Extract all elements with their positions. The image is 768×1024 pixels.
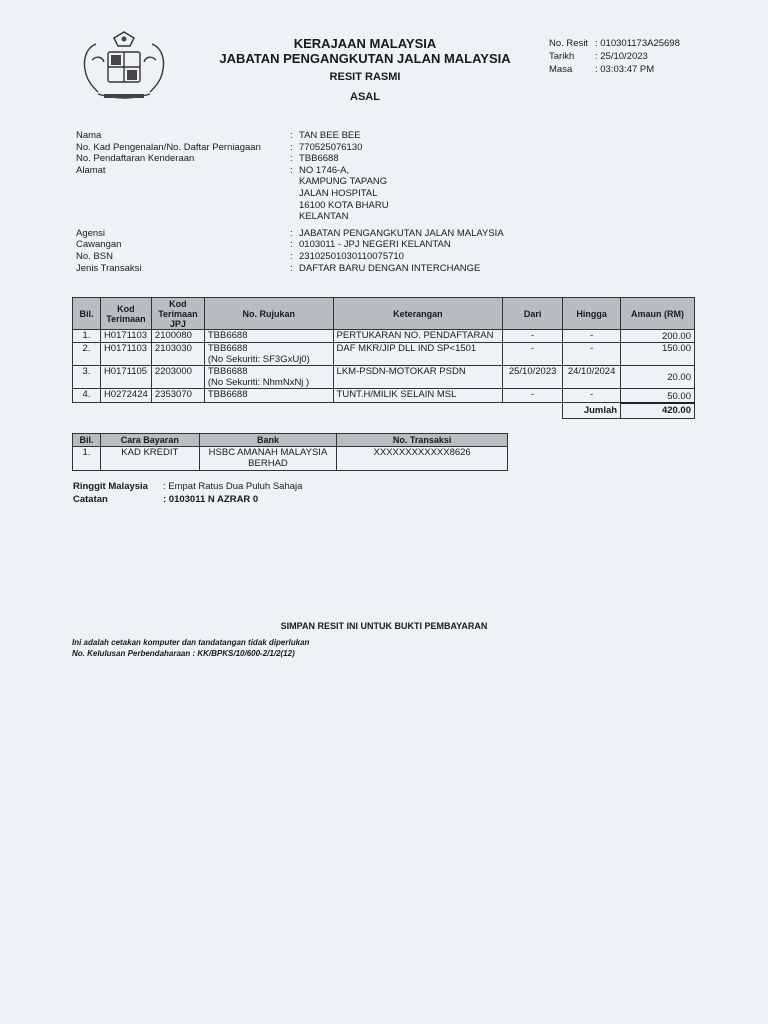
meta-label: Masa — [549, 64, 573, 75]
cell-amaun: 20.00 — [621, 366, 695, 389]
rujukan-text: TBB6688 — [207, 389, 248, 400]
header-receipt-type: RESIT RASMI — [329, 71, 401, 83]
colon: : — [290, 130, 293, 141]
vehicle-value: TBB6688 — [299, 153, 339, 165]
transaction-type-label: Jenis Transaksi — [76, 262, 142, 274]
cell-hingga: 24/10/2024 — [563, 366, 621, 389]
col-header: Dari — [503, 298, 563, 330]
cell-kod: H0171103 — [100, 343, 151, 366]
security-number: (No Sekuriti: NhmNxNj ) — [207, 377, 310, 388]
table-row — [73, 447, 508, 471]
cell-kodjpj: 2100080 — [151, 330, 204, 343]
cell-payment-method: KAD KREDIT — [100, 447, 199, 471]
address-line: KAMPUNG TAPANG — [299, 176, 388, 188]
colon: : — [290, 153, 293, 165]
vehicle-label: No. Pendaftaran Kenderaan — [76, 153, 195, 165]
bsn-value: 23102501030110075710 — [299, 250, 404, 262]
col-header: Amaun (RM) — [621, 298, 695, 330]
branch-value: 0103011 - JPJ NEGERI KELANTAN — [299, 239, 451, 251]
cell-bil: 1. — [73, 447, 101, 471]
col-header: Hingga — [563, 298, 621, 330]
cell-kod: H0272424 — [100, 389, 151, 403]
cell-hingga: - — [563, 343, 621, 366]
cell-hingga: - — [563, 330, 621, 343]
computer-print-note: Ini adalah cetakan komputer dan tandatangan tidak diperlukan — [72, 638, 310, 647]
colon: : — [290, 250, 293, 262]
address-line: 16100 KOTA BHARU — [299, 199, 389, 211]
ic-value: 770525076130 — [299, 141, 363, 153]
meta-label: Tarikh — [549, 51, 575, 62]
colon: : — [290, 239, 293, 251]
header-department: JABATAN PENGANGKUTAN JALAN MALAYSIA — [219, 51, 511, 66]
col-header: Bil. — [73, 434, 101, 447]
fees-table — [72, 297, 695, 419]
table-row — [73, 330, 695, 343]
cell-kodjpj: 2103030 — [151, 343, 204, 366]
keep-receipt-notice: SIMPAN RESIT INI UNTUK BUKTI PEMBAYARAN — [280, 621, 488, 631]
cell-transaction-no: XXXXXXXXXXXX8626 — [337, 447, 508, 471]
cell-rujukan — [204, 389, 333, 403]
cell-kod: H0171103 — [100, 330, 151, 343]
total-label: Jumlah — [563, 403, 621, 419]
table-row — [73, 366, 695, 389]
rujukan-text: TBB6688 — [207, 366, 248, 377]
col-header: Cara Bayaran — [100, 434, 199, 447]
colon: : — [290, 227, 293, 239]
table-row — [73, 343, 695, 366]
cell-rujukan — [204, 330, 333, 343]
cell-kodjpj: 2353070 — [151, 389, 204, 403]
cell-bank: HSBC AMANAH MALAYSIA BERHAD — [199, 447, 337, 471]
ringgit-value: : Empat Ratus Dua Puluh Sahaja — [163, 481, 303, 492]
catatan-label: Catatan — [73, 494, 108, 505]
cell-dari: 25/10/2023 — [503, 366, 563, 389]
header-government: KERAJAAN MALAYSIA — [293, 36, 437, 51]
col-header: Bank — [199, 434, 337, 447]
colon: : — [290, 141, 293, 153]
cell-keterangan: DAF MKR/JIP DLL IND SP<1501 — [333, 343, 503, 366]
receipt-number: : 010301173A25698 — [595, 38, 680, 49]
table-row — [73, 389, 695, 403]
rujukan-text: TBB6688 — [207, 330, 248, 341]
col-header: Kod Terimaan JPJ — [151, 298, 204, 330]
cell-bil: 4. — [73, 389, 101, 403]
rujukan-text: TBB6688 — [207, 343, 248, 354]
ic-label: No. Kad Pengenalan/No. Daftar Perniagaan — [76, 141, 261, 153]
colon: : — [290, 262, 293, 274]
cell-keterangan: TUNT.H/MILIK SELAIN MSL — [333, 389, 503, 403]
cell-dari: - — [503, 343, 563, 366]
cell-dari: - — [503, 330, 563, 343]
cell-amaun: 200.00 — [621, 330, 695, 343]
cell-amaun: 50.00 — [621, 389, 695, 403]
cell-bil: 1. — [73, 330, 101, 343]
nama-label: Nama — [76, 130, 102, 141]
nama-value: TAN BEE BEE — [299, 130, 361, 141]
agency-value: JABATAN PENGANGKUTAN JALAN MALAYSIA — [299, 227, 504, 239]
agency-label: Agensi — [76, 227, 106, 239]
cell-rujukan — [204, 366, 333, 389]
receipt-time: : 03:03:47 PM — [595, 64, 655, 75]
catatan-value: : 0103011 N AZRAR 0 — [163, 494, 259, 505]
cell-hingga: - — [563, 389, 621, 403]
security-number: (No Sekuriti: SF3GxUj0) — [207, 354, 310, 365]
ringgit-label: Ringgit Malaysia — [73, 481, 148, 492]
cell-bil: 2. — [73, 343, 101, 366]
col-header: No. Transaksi — [337, 434, 508, 447]
transaction-type-value: DAFTAR BARU DENGAN INTERCHANGE — [299, 262, 481, 274]
branch-label: Cawangan — [76, 239, 122, 251]
total-value: 420.00 — [621, 403, 695, 419]
cell-amaun: 150.00 — [621, 343, 695, 366]
cell-kod: H0171105 — [100, 366, 151, 389]
bsn-label: No. BSN — [76, 250, 113, 262]
col-header: No. Rujukan — [204, 298, 333, 330]
cell-keterangan: PERTUKARAN NO. PENDAFTARAN — [333, 330, 503, 343]
address-label: Alamat — [76, 164, 106, 176]
cell-kodjpj: 2203000 — [151, 366, 204, 389]
payment-table — [72, 433, 508, 471]
receipt-meta — [549, 37, 680, 76]
colon: : — [290, 164, 293, 176]
malaysia-coat-of-arms-icon — [76, 30, 172, 106]
treasury-approval-note: No. Kelulusan Perbendaharaan : KK/BPKS/10/600-2/1/2(12) — [72, 649, 295, 658]
address-line: NO 1746-A, — [299, 164, 350, 176]
amount-in-words — [73, 480, 302, 506]
receipt-date: : 25/10/2023 — [595, 51, 648, 62]
cell-bil: 3. — [73, 366, 101, 389]
col-header: Keterangan — [333, 298, 503, 330]
col-header: Bil. — [73, 298, 101, 330]
meta-label: No. Resit — [549, 38, 589, 49]
customer-info — [76, 130, 504, 274]
address-line: JALAN HOSPITAL — [299, 187, 378, 199]
cell-keterangan: LKM-PSDN-MOTOKAR PSDN — [333, 366, 503, 389]
cell-dari: - — [503, 389, 563, 403]
address-line: KELANTAN — [299, 211, 349, 223]
header-copy-type: ASAL — [350, 91, 380, 103]
col-header: Kod Terimaan — [100, 298, 151, 330]
cell-rujukan — [204, 343, 333, 366]
